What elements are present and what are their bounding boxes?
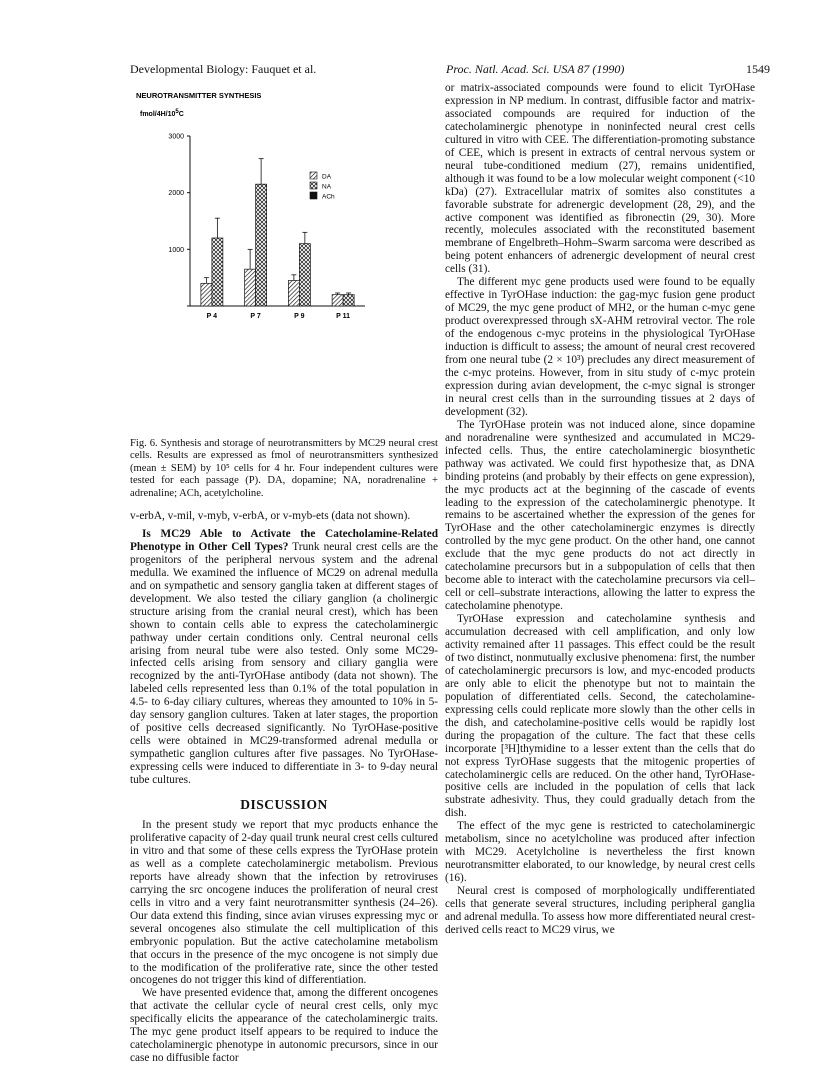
bar-na [256,184,267,306]
figure-caption: Fig. 6. Synthesis and storage of neurotransmitters by MC29 neural crest cells. Results are expressed as fmol of neurotransmitters synthesized (mean ± SEM) by 10⁵ cells for 4 hr. Four independent cultures were tested for each passage (P). DA, dopamine; NA, noradrenaline + adrenaline; ACh, acetylcholine. [130,438,438,499]
x-tick-label: P 4 [206,313,218,320]
legend-swatch-na [310,182,317,189]
y-tick-label: 3000 [168,133,184,141]
x-tick-label: P 7 [250,313,261,320]
right-column [445,82,755,937]
paragraph: TyrOHase expression and catecholamine synthesis and accumulation decreased with cell amplification, and only low activity remained after 11 passages. This effect could be the result of two distinct, nonmutually exclusive phenomena: first, the number of catecholaminergic precursors is low, and myc-encoded products are only able to elicit the phenotype but not to maintain the population of differentiated cells. Second, the catecholamine-expressing cells could replicate more slowly than the other cells in the dish, and catecholamine-positive cells would be rapidly lost during the propagation of the culture. The fact that these cells incorporate [³H]thymidine to a lesser extent than the cells that do not express TyrOHase suggests that the mitogenic properties of catecholaminergic cells are reduced. On the other hand, TyrOHase-positive cells are included in the population of cells that lack substrate adhesivity. Thus, they could gradually detach from the dish. [445,613,755,820]
x-tick-label: P 11 [336,313,351,320]
bar-da [201,283,212,306]
paragraph: The effect of the myc gene is restricted to catecholaminergic metabolism, since no acetylcholine was produced after infection with MC29. Acetylcholine is nevertheless the first known neurotransmitter elaborated, to our knowledge, by neural crest cells (16). [445,820,755,885]
figure-6 [130,86,438,436]
bar-da [288,281,299,307]
legend-swatch-ach [310,192,317,199]
page-number: 1549 [746,62,770,76]
paragraph: The TyrOHase protein was not induced alone, since dopamine and noradrenaline were synthesized and accumulated in MC29-infected cells. Thus, the entire catecholaminergic biosynthetic pathway was activated. We could first hypothesize that, as DNA binding proteins (and probably by their effects on gene expression), the myc products act at the beginning of the cascade of events leading to the expression of the catecholaminergic phenotype. It remains to be ascertained whether the expression of the genes for TyrOHase and the other catecholaminergic enzymes is directly controlled by the myc gene product. On the other hand, one cannot exclude that the myc gene products do not act directly in catecholamine precursors but in a subpopulation of cells that then become able to interact with the catecholamine precursors via cell–cell or cell–substrate interactions, allowing the latter to express the catecholamine phenotype. [445,418,755,613]
left-column [130,510,438,1065]
legend-label: DA [322,173,332,181]
y-tick-label: 2000 [168,190,184,198]
bar-da [245,269,256,306]
paragraph: Neural crest is composed of morphologically undifferentiated cells that generate several structures, including peripheral ganglia and adrenal medulla. To assess how more differentiated neural crest-derived cells react to MC29 virus, we [445,885,755,936]
legend-label: NA [322,183,332,191]
section-heading: DISCUSSION [240,797,328,813]
y-tick-label: 1000 [168,246,184,254]
paragraph: v-erbA, v-mil, v-myb, v-erbA, or v-myb-ets (data not shown). [130,510,411,522]
paragraph: or matrix-associated compounds were found to elicit TyrOHase expression in NP medium. In contrast, diffusible factor and matrix-associated compounds are required for induction of the catecholaminergic phenotype in noninfected neural crest cells cultured in vitro with CEE. The differentiation-promoting substance of CEE, which is present in extracts of central nervous system or neural tube-conditioned medium (27), remains unidentified, although it was found to be a low molecular weight component (<10 kDa) (27). Extracellular matrix of somites also constitutes a favorable substrate for adrenergic development (28, 29), and the active component was identified as fibronectin (29, 30). More recently, molecules associated with the reconstituted basement membrane of Engelbreth–Hohm–Swarm sarcoma were described as being potent enhancers of adrenergic development of neural crest cells (31). [445,82,755,276]
bar-na [299,244,310,306]
chart-title: NEUROTRANSMITTER SYNTHESIS [136,91,262,100]
paragraph: Is MC29 Able to Activate the Catecholamine-Related Phenotype in Other Cell Types? Trunk neural crest cells are the progenitors of the peripheral nervous system and the adrenal medulla. We examined the influence of MC29 on adrenal medulla and on sympathetic and sensory ganglia taken at different stages of development. We also tested the ciliary ganglion (a cholinergic structure arising from the cranial neural crest), which has been shown to contain cells able to express the catecholaminergic pathway under certain conditions only. Central neuronal cells arising from neural tube were also tested. Only some MC29-infected cells arising from sensory and ciliary ganglia were recognized by the anti-TyrOHase antibody (data not shown). The labeled cells represented less than 0.1% of the total population in 4.5- to 6-day ciliary cultures, whereas they amounted to 10% in 5-day sensory ganglion cultures. Taken at later stages, the proportion of positive cells decreased significantly. No TyrOHase-positive cells were obtained in MC29-transformed adrenal medulla or sympathetic ganglion cultures after five passages. No TyrOHase-expressing cells were induced to differentiate in 3- to 9-day neural tube cultures. [130,527,438,787]
bar-da [332,295,343,306]
paragraph: The different myc gene products used were found to be equally effective in TyrOHase induction: the gag-myc fusion gene product of MC29, the myc gene product of MH2, or the human c-myc gene product overexpressed through sX-AHM retroviral vector. The role of the endogenous c-myc proteins in the physiological TyrOHase induction is difficult to assess; the amount of neural crest recovered from one neural tube (2 × 10³) precludes any direct measurement of the c-myc proteins. However, from in situ study of c-myc protein expression during avian development, the c-myc signal is stronger in neural crest cells than in the surrounding tissues at 2 days of development (32). [445,276,755,418]
legend-label: ACh [322,193,335,201]
y-axis-unit: fmol/4H/105C [140,109,184,118]
paragraph: We have presented evidence that, among the different oncogenes that activate the cellular cycle of neural crest cells, only myc specifically elicits the appearance of the catecholaminergic traits. The myc gene product itself appears to be required to induce the catecholaminergic phenotype in autonomic precursors, since in our case no diffusible factor [130,987,438,1065]
running-header-left: Developmental Biology: Fauquet et al. [130,62,317,76]
x-tick-label: P 9 [294,313,305,320]
bar-na [343,295,354,306]
legend-swatch-da [310,172,317,179]
run-in-heading: Is MC29 Able to Activate the Catecholamine-Related Phenotype in Other Cell Types? [130,527,438,553]
running-header-journal: Proc. Natl. Acad. Sci. USA 87 (1990) [446,62,625,76]
bar-chart [130,86,438,436]
bar-na [212,238,223,306]
paragraph: In the present study we report that myc products enhance the proliferative capacity of 2-day quail trunk neural crest cells cultured in vitro and that some of these cells express the TyrOHase protein as well as a complete catecholaminergic metabolism. Previous reports have already shown that the infection by retroviruses carrying the src oncogene induces the proliferation of neural crest cells in vitro and a very faint neurotransmitter synthesis (24–26). Our data extend this finding, since avian viruses expressing myc or several oncogenes also stimulate the cell multiplication of this embryonic population. But the active catecholamine metabolism that occurs in the presence of the myc oncogene is not simply due to the modification of the proliferative rate, since the other tested oncogenes do not trigger this kind of differentiation. [130,819,438,987]
